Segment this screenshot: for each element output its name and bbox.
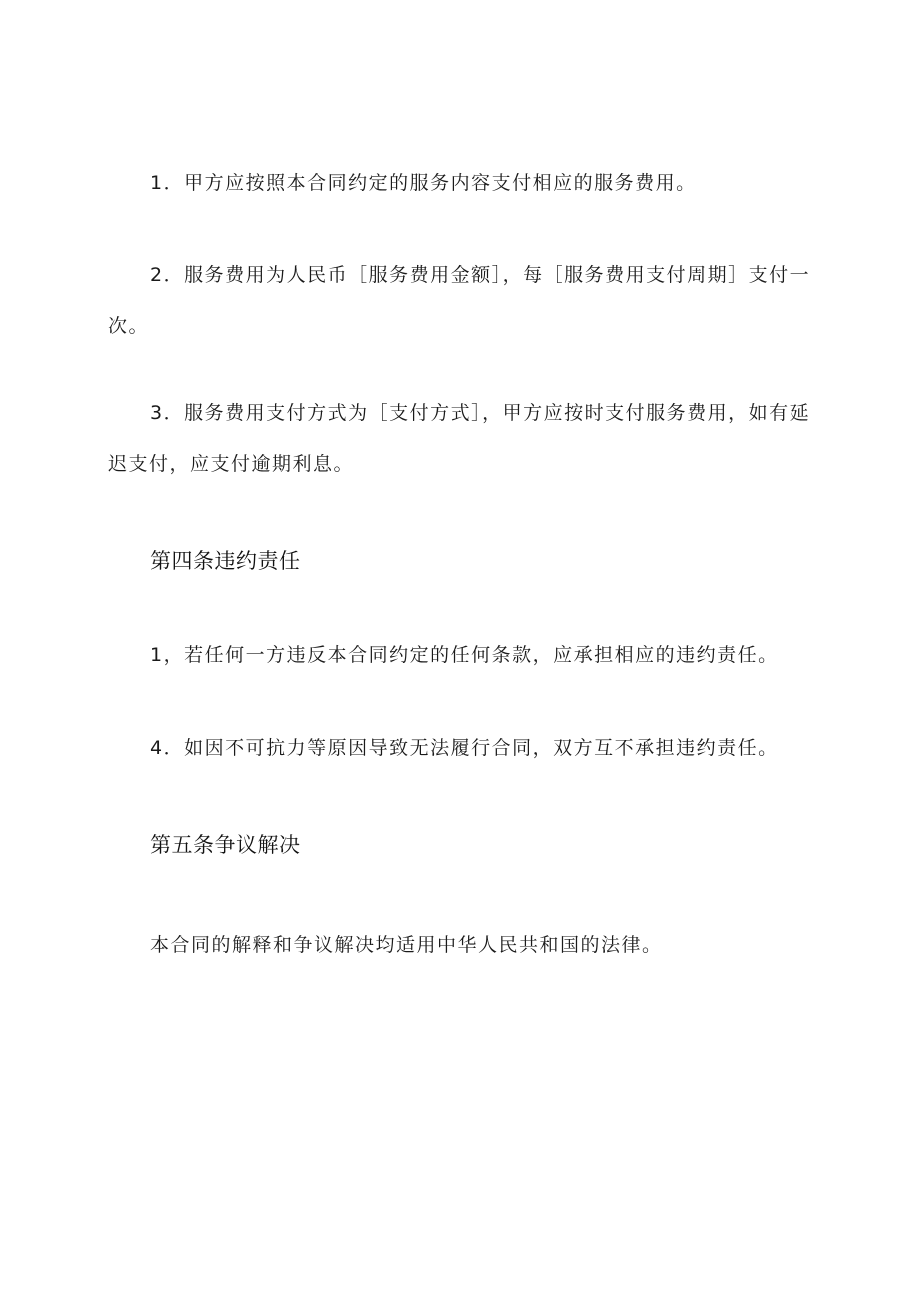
clause-4-item-2: 4．如因不可抗力等原因导致无法履行合同，双方互不承担违约责任。: [150, 737, 779, 759]
section-heading-dispute-resolution: 第五条争议解决: [150, 833, 301, 857]
clause-4-item-1: 1，若任何一方违反本合同约定的任何条款，应承担相应的违约责任。: [150, 644, 779, 666]
clause-5-item-1: 本合同的解释和争议解决均适用中华人民共和国的法律。: [150, 934, 663, 956]
clause-3-item-1: 1．甲方应按照本合同约定的服务内容支付相应的服务费用。: [150, 172, 697, 194]
clause-3-item-3: 3．服务费用支付方式为［支付方式］，甲方应按时支付服务费用，如有延迟支付，应支付逾期利息。: [108, 402, 811, 475]
clause-3-item-2: 2．服务费用为人民币［服务费用金额］，每［服务费用支付周期］支付一次。: [108, 264, 811, 337]
section-heading-breach-liability: 第四条违约责任: [150, 549, 301, 573]
